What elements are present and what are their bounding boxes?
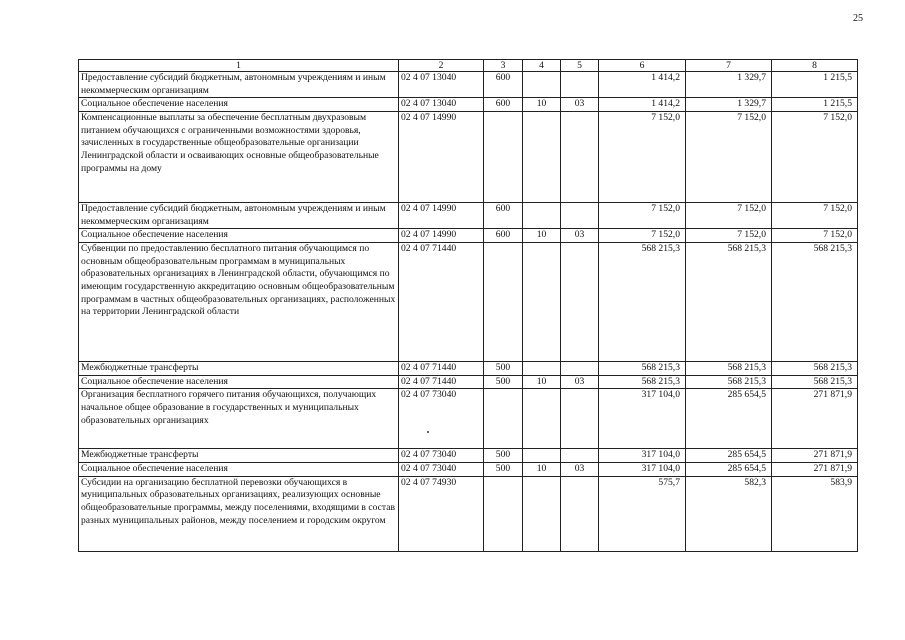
row-name: Предоставление субсидий бюджетным, автономным учреждениям и иным некоммерческим организациям — [79, 72, 399, 98]
row-code: 02 4 07 74930 — [399, 476, 484, 551]
row-code: 02 4 07 73040 — [399, 462, 484, 476]
row-rz: 10 — [523, 98, 561, 112]
budget-table — [78, 59, 858, 552]
row-value-2: 1 329,7 — [686, 98, 772, 112]
row-value-3: 568 215,3 — [772, 375, 858, 389]
row-name: Субвенции по предоставлению бесплатного питания обучающимся по основным общеобразовательным программам в муниципальных образовательных организациях в Ленинградской области, обучающимся по имеющим государственную аккредитацию основным общеобразовательным программам в частных общеобразовательных организациях, расположенных на территории Ленинградской области — [79, 242, 399, 361]
row-vr: 500 — [484, 449, 523, 463]
row-name: Межбюджетные трансферты — [79, 449, 399, 463]
row-vr — [484, 389, 523, 449]
row-vr: 600 — [484, 98, 523, 112]
row-vr — [484, 111, 523, 202]
row-value-3: 568 215,3 — [772, 242, 858, 361]
row-name: Компенсационные выплаты за обеспечение бесплатным двухразовым питанием обучающихся с ограниченными возможностями здоровья, зачисленных в государственные общеобразовательные организации Ленинградской области и осваивающих основные общеобразовательные программы на дому — [79, 111, 399, 202]
table-row — [79, 72, 858, 98]
row-code: 02 4 07 71440 — [399, 242, 484, 361]
row-code: 02 4 07 13040 — [399, 72, 484, 98]
row-vr: 500 — [484, 462, 523, 476]
row-value-3: 568 215,3 — [772, 361, 858, 375]
row-name: Субсидии на организацию бесплатной перевозки обучающихся в муниципальных образовательных организациях, реализующих основные общеобразовательные программы, между поселениями, входящими в состав разных муниципальных районов, между поселением и городским округом — [79, 476, 399, 551]
row-value-3: 271 871,9 — [772, 389, 858, 449]
row-name: Социальное обеспечение населения — [79, 462, 399, 476]
row-value-1: 575,7 — [599, 476, 686, 551]
table-row — [79, 462, 858, 476]
row-pr — [561, 449, 599, 463]
row-value-3: 271 871,9 — [772, 449, 858, 463]
table-row — [79, 375, 858, 389]
row-vr — [484, 476, 523, 551]
row-value-3: 7 152,0 — [772, 111, 858, 202]
row-rz: 10 — [523, 375, 561, 389]
row-name: Социальное обеспечение населения — [79, 375, 399, 389]
table-row — [79, 98, 858, 112]
table-row — [79, 476, 858, 551]
table-row — [79, 242, 858, 361]
row-value-3: 7 152,0 — [772, 229, 858, 243]
stray-mark — [427, 431, 429, 433]
row-value-1: 7 152,0 — [599, 229, 686, 243]
row-rz — [523, 242, 561, 361]
row-code: 02 4 07 71440 — [399, 375, 484, 389]
page-number: 25 — [853, 13, 863, 24]
row-pr — [561, 111, 599, 202]
row-rz — [523, 389, 561, 449]
row-pr — [561, 242, 599, 361]
row-name: Межбюджетные трансферты — [79, 361, 399, 375]
row-value-3: 583,9 — [772, 476, 858, 551]
row-pr: 03 — [561, 98, 599, 112]
table-row — [79, 111, 858, 202]
row-code: 02 4 07 13040 — [399, 98, 484, 112]
row-code: 02 4 07 14990 — [399, 111, 484, 202]
row-value-2: 285 654,5 — [686, 389, 772, 449]
row-code: 02 4 07 71440 — [399, 361, 484, 375]
row-pr: 03 — [561, 375, 599, 389]
row-vr — [484, 242, 523, 361]
row-name: Социальное обеспечение населения — [79, 98, 399, 112]
row-rz — [523, 202, 561, 228]
row-vr: 500 — [484, 375, 523, 389]
row-code: 02 4 07 73040 — [399, 449, 484, 463]
row-rz — [523, 111, 561, 202]
row-rz: 10 — [523, 229, 561, 243]
row-value-1: 7 152,0 — [599, 111, 686, 202]
row-name: Организация бесплатного горячего питания обучающихся, получающих начальное общее образование в государственных и муниципальных образовательных организациях — [79, 389, 399, 449]
row-vr: 600 — [484, 229, 523, 243]
row-vr: 600 — [484, 202, 523, 228]
header-col-4: 4 — [523, 60, 561, 72]
table-row — [79, 361, 858, 375]
row-code: 02 4 07 73040 — [399, 389, 484, 449]
row-value-2: 7 152,0 — [686, 229, 772, 243]
row-value-1: 1 414,2 — [599, 98, 686, 112]
row-rz — [523, 476, 561, 551]
table-row — [79, 449, 858, 463]
row-value-3: 1 215,5 — [772, 72, 858, 98]
row-pr: 03 — [561, 229, 599, 243]
row-value-2: 7 152,0 — [686, 111, 772, 202]
row-value-1: 568 215,3 — [599, 242, 686, 361]
header-col-2: 2 — [399, 60, 484, 72]
row-value-1: 317 104,0 — [599, 462, 686, 476]
row-rz: 10 — [523, 462, 561, 476]
row-pr: 03 — [561, 462, 599, 476]
header-col-8: 8 — [772, 60, 858, 72]
row-value-3: 7 152,0 — [772, 202, 858, 228]
row-rz — [523, 361, 561, 375]
row-value-1: 317 104,0 — [599, 389, 686, 449]
row-value-1: 7 152,0 — [599, 202, 686, 228]
row-vr: 600 — [484, 72, 523, 98]
row-rz — [523, 449, 561, 463]
table-body — [79, 60, 858, 552]
row-value-2: 1 329,7 — [686, 72, 772, 98]
header-col-3: 3 — [484, 60, 523, 72]
row-code: 02 4 07 14990 — [399, 202, 484, 228]
row-value-3: 1 215,5 — [772, 98, 858, 112]
header-col-5: 5 — [561, 60, 599, 72]
row-pr — [561, 389, 599, 449]
header-col-1: 1 — [79, 60, 399, 72]
header-col-7: 7 — [686, 60, 772, 72]
row-value-2: 568 215,3 — [686, 242, 772, 361]
row-rz — [523, 72, 561, 98]
table-row — [79, 389, 858, 449]
row-value-2: 7 152,0 — [686, 202, 772, 228]
table-header-row — [79, 60, 858, 72]
row-code: 02 4 07 14990 — [399, 229, 484, 243]
row-pr — [561, 202, 599, 228]
row-vr: 500 — [484, 361, 523, 375]
row-value-1: 568 215,3 — [599, 361, 686, 375]
row-value-2: 582,3 — [686, 476, 772, 551]
table-row — [79, 229, 858, 243]
row-value-3: 271 871,9 — [772, 462, 858, 476]
row-value-2: 568 215,3 — [686, 361, 772, 375]
row-value-2: 285 654,5 — [686, 462, 772, 476]
row-pr — [561, 72, 599, 98]
row-value-2: 568 215,3 — [686, 375, 772, 389]
row-name: Социальное обеспечение населения — [79, 229, 399, 243]
row-pr — [561, 361, 599, 375]
header-col-6: 6 — [599, 60, 686, 72]
row-pr — [561, 476, 599, 551]
row-value-1: 1 414,2 — [599, 72, 686, 98]
row-value-2: 285 654,5 — [686, 449, 772, 463]
row-value-1: 568 215,3 — [599, 375, 686, 389]
table-row — [79, 202, 858, 228]
row-name: Предоставление субсидий бюджетным, автономным учреждениям и иным некоммерческим организациям — [79, 202, 399, 228]
row-value-1: 317 104,0 — [599, 449, 686, 463]
